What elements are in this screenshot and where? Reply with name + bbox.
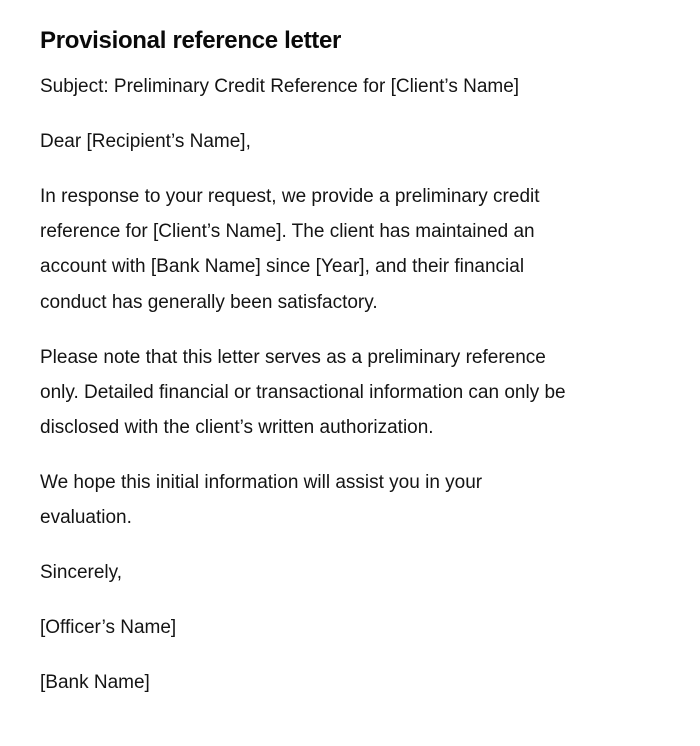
paragraph-line: only. Detailed financial or transactional information can only be [40, 381, 566, 403]
body-paragraph-note [40, 340, 660, 446]
closing: Sincerely, [40, 562, 123, 584]
salutation: Dear [Recipient’s Name], [40, 131, 251, 152]
body-paragraph-response [40, 179, 660, 320]
signature-bank-name: [Bank Name] [40, 672, 150, 694]
paragraph-line: disclosed with the client’s written authorization. [40, 417, 434, 439]
paragraph-line: evaluation. [40, 507, 132, 529]
body-paragraph-hope [40, 465, 660, 535]
paragraph-line: account with [Bank Name] since [Year], and their financial [40, 256, 525, 278]
paragraph-line: In response to your request, we provide a preliminary credit [40, 186, 540, 207]
document-title: Provisional reference letter [40, 27, 342, 54]
paragraph-line: reference for [Client’s Name]. The client has maintained an [40, 221, 535, 243]
paragraph-line: We hope this initial information will assist you in your [40, 472, 483, 494]
paragraph-line: conduct has generally been satisfactory. [40, 291, 378, 313]
signature-officer-name: [Officer’s Name] [40, 617, 177, 639]
paragraph-line: Please note that this letter serves as a preliminary reference [40, 346, 546, 368]
subject-line: Subject: Preliminary Credit Reference for [Client’s Name] [40, 76, 520, 97]
